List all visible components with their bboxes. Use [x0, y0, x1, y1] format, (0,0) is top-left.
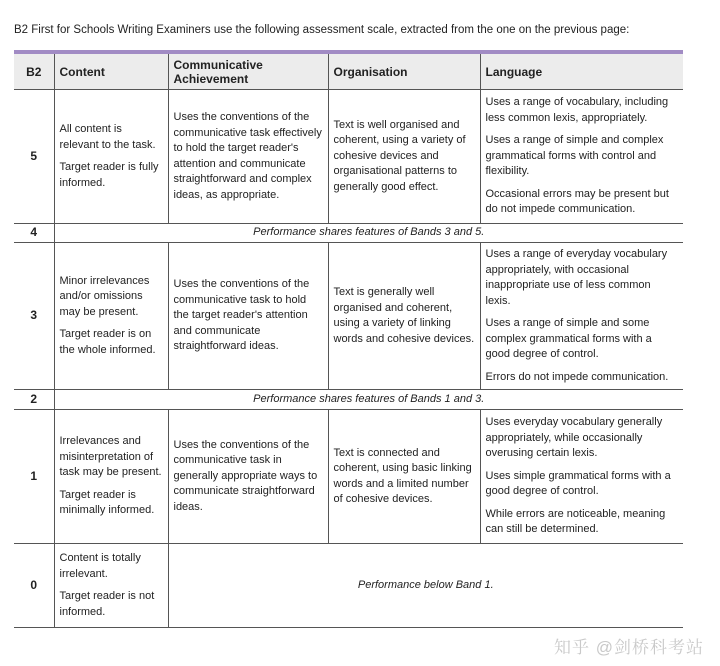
band-number: 2 [14, 390, 54, 410]
band-number: 5 [14, 90, 54, 224]
table-row-band-0 [14, 544, 683, 628]
communicative-cell [168, 410, 328, 544]
cell-text: Uses the conventions of the communicative task effectively to hold the target reader's attention and communicate straightforward and complex ideas, as appropriate. [173, 111, 322, 201]
table-row-band-4 [14, 224, 683, 243]
table-row-band-2 [14, 390, 683, 410]
organisation-cell [328, 410, 480, 544]
content-cell [54, 544, 168, 628]
watermark: 知乎 @剑桥科考站 [554, 638, 704, 657]
band-number: 3 [14, 243, 54, 390]
table-row-band-5 [14, 90, 683, 224]
table-row-band-1 [14, 410, 683, 544]
organisation-cell [328, 90, 480, 224]
cell-text: Uses a range of everyday vocabulary appropriately, with occasional inappropriate use of less common lexis. [485, 248, 668, 307]
intro-text: B2 First for Schools Writing Examiners use the following assessment scale, extracted from the one on the previous page: [14, 24, 630, 36]
cell-text: Uses a range of simple and some complex grammatical forms with a good degree of control. [485, 317, 652, 360]
cell-text: Uses simple grammatical forms with a good degree of control. [485, 469, 671, 498]
cell-text: Text is generally well organised and coherent, using a variety of linking words and cohesive devices. [333, 286, 475, 345]
band-number: 0 [14, 544, 54, 628]
cell-text: Errors do not impede communication. [485, 370, 669, 383]
cell-text: Target reader is on the whole informed. [59, 328, 156, 356]
cell-text: Target reader is minimally informed. [59, 488, 155, 517]
content-cell [54, 90, 168, 224]
language-cell [480, 410, 683, 544]
shared-features-note: Performance shares features of Bands 1 and 3. [54, 390, 683, 410]
communicative-cell [168, 243, 328, 390]
cell-text: Uses the conventions of the communicative task to hold the target reader's attention and communicate straightforward ideas. [173, 278, 310, 353]
cell-text: Uses a range of vocabulary, including less common lexis, appropriately. [485, 96, 669, 124]
header-organisation: Organisation [328, 54, 480, 90]
cell-text: Target reader is fully informed. [59, 161, 159, 189]
communicative-cell [168, 90, 328, 224]
header-language: Language [480, 54, 683, 90]
cell-text: Content is totally irrelevant. [59, 552, 141, 580]
cell-text: Occasional errors may be present but do not impede communication. [485, 187, 669, 216]
table-row-band-3 [14, 243, 683, 390]
cell-text: Uses the conventions of the communicative task in generally appropriate ways to communicate straightforward ideas. [173, 438, 318, 513]
cell-text: Uses a range of simple and complex grammatical forms with control and flexibility. [485, 134, 664, 178]
cell-text: All content is relevant to the task. [59, 123, 156, 151]
cell-text: Text is well organised and coherent, using a variety of cohesive devices and organisational patterns to generally good effect. [333, 118, 466, 193]
cell-text: Minor irrelevances and/or omissions may be present. [59, 274, 150, 318]
header-communicative: Communicative Achievement [168, 54, 328, 90]
organisation-cell [328, 243, 480, 390]
band-number: 1 [14, 410, 54, 544]
content-cell [54, 243, 168, 390]
cell-text: Uses everyday vocabulary generally appropriately, while occasionally overusing certain lexis. [485, 416, 663, 460]
cell-text: Text is connected and coherent, using basic linking words and a limited number of cohesive devices. [333, 446, 472, 505]
language-cell [480, 243, 683, 390]
language-cell [480, 90, 683, 224]
shared-features-note: Performance shares features of Bands 3 and 5. [54, 224, 683, 243]
shared-features-note: Performance below Band 1. [168, 544, 683, 628]
header-content: Content [54, 54, 168, 90]
cell-text: Target reader is not informed. [59, 590, 155, 618]
content-cell [54, 410, 168, 544]
table-header-row [14, 54, 683, 90]
cell-text: While errors are noticeable, meaning can still be determined. [485, 507, 666, 536]
band-number: 4 [14, 224, 54, 243]
assessment-scale-table [14, 54, 683, 628]
cell-text: Irrelevances and misinterpretation of task may be present. [59, 435, 162, 479]
header-band: B2 [14, 54, 54, 90]
